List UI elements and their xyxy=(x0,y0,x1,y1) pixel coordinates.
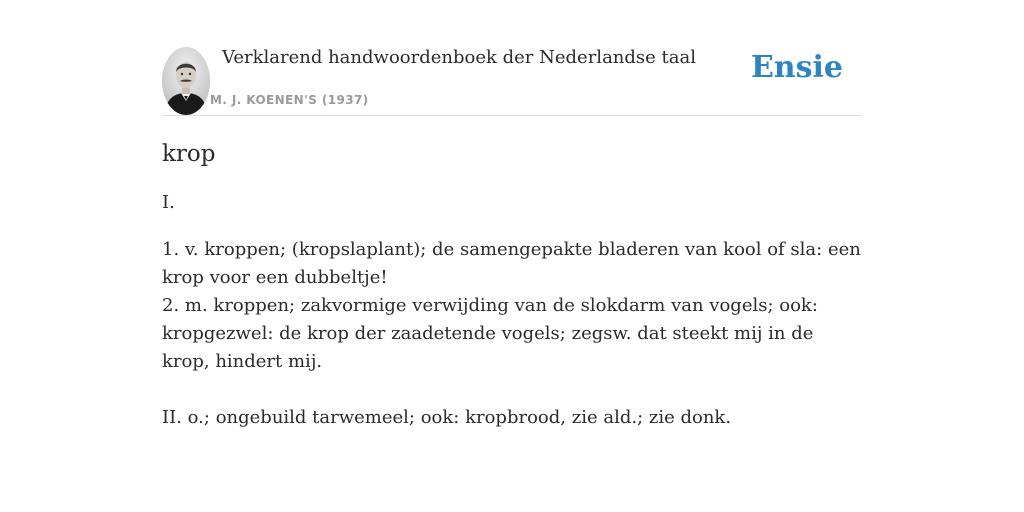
ensie-logo-link[interactable]: Ensie xyxy=(750,50,843,85)
entry-headword: krop xyxy=(162,141,216,167)
spacer xyxy=(162,376,862,404)
page-header xyxy=(162,44,862,116)
author-portrait xyxy=(162,47,210,115)
dictionary-author: M. J. KOENEN'S (1937) xyxy=(210,93,369,107)
sense-1-definition-2: 2. m. kroppen; zakvormige verwijding van de slokdarm van vogels; ook: kropgezwel: de krop der zaadetende vogels; zegsw. dat steekt mij in de krop, hindert mij. xyxy=(162,295,818,372)
dictionary-title: Verklarend handwoordenboek der Nederlandse taal xyxy=(222,47,696,68)
sense-1-label: I. xyxy=(162,192,175,213)
entry-content xyxy=(162,138,862,432)
sense-1-definition-1: 1. v. kroppen; (kropslaplant); de samengepakte bladeren van kool of sla: een krop voor een dubbeltje! xyxy=(162,239,861,288)
sense-2-definition: II. o.; ongebuild tarwemeel; ook: kropbrood, zie ald.; zie donk. xyxy=(162,407,732,428)
